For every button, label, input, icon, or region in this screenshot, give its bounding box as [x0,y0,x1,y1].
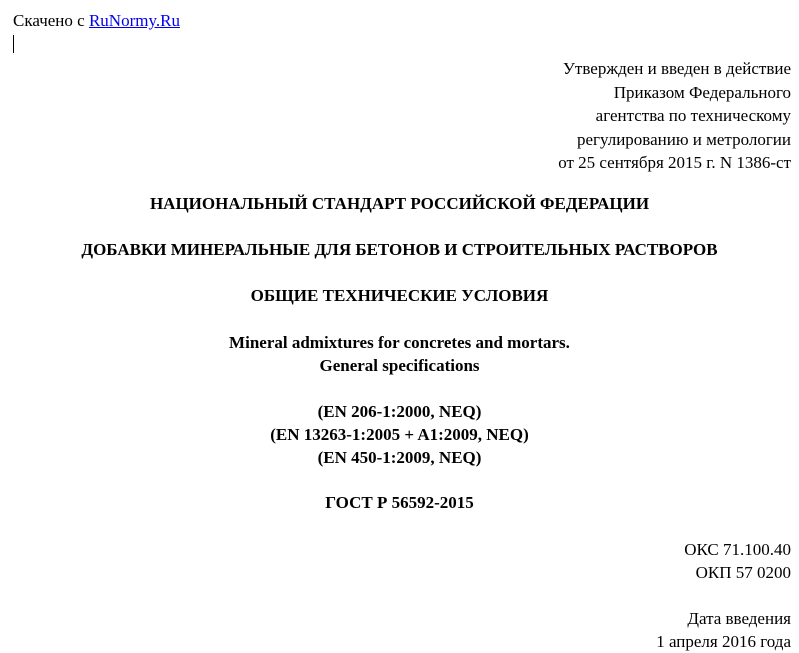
approval-line: агентства по техническому [595,106,791,125]
approval-line: регулированию и метрологии [576,129,791,149]
okp-code: ОКП 57 0200 [695,563,791,582]
gost-designation: ГОСТ Р 56592-2015 [325,493,474,512]
english-title-line: General specifications [319,356,480,375]
reference-line: (EN 450-1:2009, NEQ) [317,448,482,467]
reference-line: (EN 13263-1:2005 + A1:2009, NEQ) [270,425,529,444]
text-cursor [13,35,14,53]
document-subtitle: ОБЩИЕ ТЕХНИЧЕСКИЕ УСЛОВИЯ [250,286,549,305]
approval-line: Приказом Федерального [613,82,791,102]
effective-date-block [656,607,791,653]
english-title-line: Mineral admixtures for concretes and mortars. [229,333,570,352]
classification-codes [684,538,791,584]
effective-date-value: 1 апреля 2016 года [656,632,791,651]
runormy-link[interactable]: RuNormy.Ru [88,11,180,30]
effective-date-label: Дата введения [687,609,791,628]
approval-line: Утвержден и введен в действие [562,59,791,78]
document-title: ДОБАВКИ МИНЕРАЛЬНЫЕ ДЛЯ БЕТОНОВ И СТРОИТЕЛЬНЫХ РАСТВОРОВ [81,240,718,259]
approval-line: от 25 сентября 2015 г. N 1386-ст [558,153,791,172]
oks-code: ОКС 71.100.40 [684,540,791,559]
standard-type-heading: НАЦИОНАЛЬНЫЙ СТАНДАРТ РОССИЙСКОЙ ФЕДЕРАЦИИ [149,194,650,213]
standard-references [0,400,799,469]
source-prefix: Скачено с [13,11,89,30]
english-title [0,331,799,377]
reference-line: (EN 206-1:2000, NEQ) [317,402,482,421]
source-line [13,9,180,32]
approval-block [558,57,791,175]
